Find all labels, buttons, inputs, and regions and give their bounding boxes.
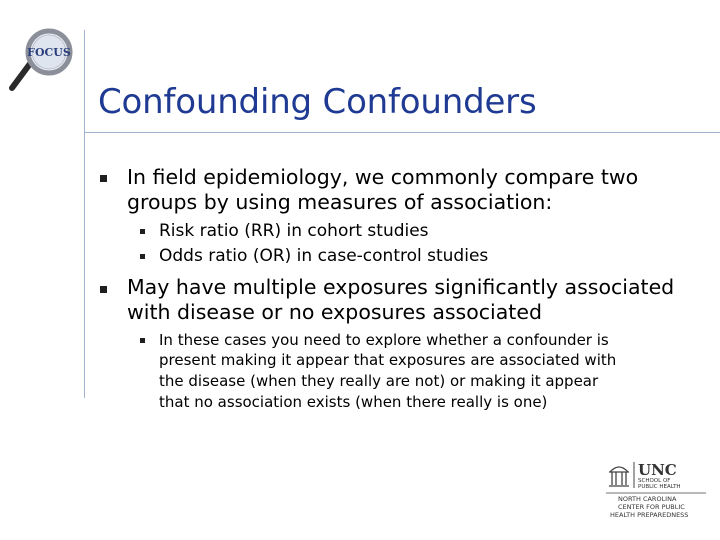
- bullet-2-line-1: May have multiple exposures significantly associated: [127, 275, 675, 299]
- center-line-3: HEALTH PREPAREDNESS: [610, 511, 689, 519]
- sub-bullet-marker: [140, 338, 145, 343]
- sub-bullet-2-1-line-3: the disease (when they really are not) or making it appear: [159, 372, 599, 390]
- old-well-icon: [609, 467, 629, 486]
- bullet-1-line-2: groups by using measures of association:: [127, 190, 553, 214]
- sub-bullet-marker: [140, 254, 145, 259]
- sub-bullet-1-1: Risk ratio (RR) in cohort studies: [159, 221, 429, 241]
- sub-bullet-2-1-line-4: that no association exists (when there really is one): [159, 393, 548, 411]
- center-line-1: NORTH CAROLINA: [618, 495, 677, 503]
- bullet-marker: [100, 286, 107, 293]
- sub-bullet-marker: [140, 229, 145, 234]
- center-line-2: CENTER FOR PUBLIC: [618, 503, 685, 511]
- focus-logo-text: FOCUS: [27, 46, 71, 59]
- school-line-2: PUBLIC HEALTH: [638, 484, 681, 490]
- unc-text: UNC: [638, 461, 677, 479]
- school-line-1: SCHOOL OF: [638, 478, 671, 484]
- focus-logo: [2, 20, 94, 100]
- unc-logo: [604, 458, 708, 520]
- bullet-2-line-2: with disease or no exposures associated: [127, 300, 542, 324]
- sub-bullet-2-1-line-2: present making it appear that exposures are associated with: [159, 351, 617, 369]
- bullet-marker: [100, 175, 107, 182]
- magnifier-icon: [12, 31, 70, 88]
- bullet-1-line-1: In field epidemiology, we commonly compare two: [127, 165, 639, 189]
- sub-bullet-2-1-line-1: In these cases you need to explore whether a confounder is: [159, 331, 609, 349]
- sub-bullet-1-2: Odds ratio (OR) in case-control studies: [159, 246, 489, 266]
- vertical-divider: [84, 30, 85, 398]
- slide-title: Confounding Confounders: [98, 82, 537, 122]
- title-underline: [84, 132, 720, 133]
